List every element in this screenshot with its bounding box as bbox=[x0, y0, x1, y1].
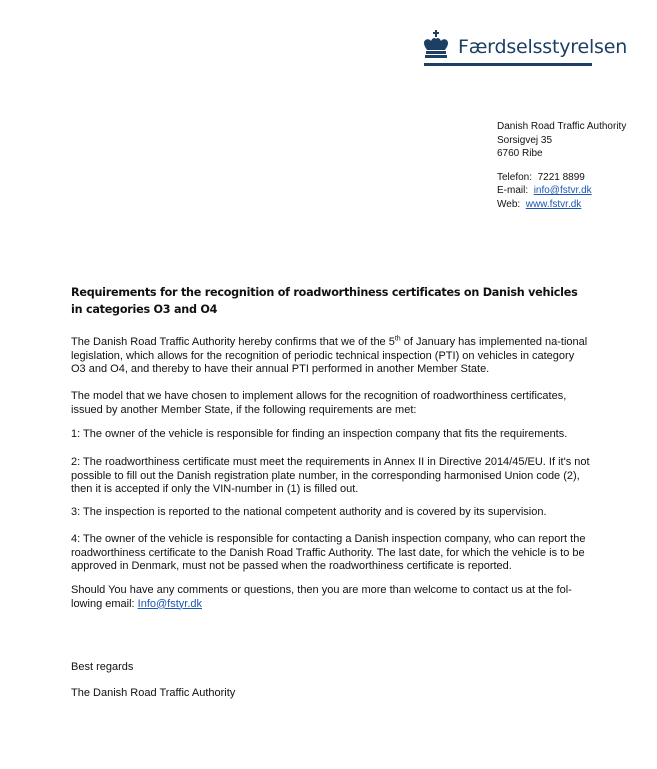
phone-line bbox=[497, 171, 626, 185]
requirement-2: 2: The roadworthiness certificate must meet the requirements in Annex II in Directive 2014/45/EU. If it's not possible to fill out the Danish registration plate number, in the corresponding harmonised Union code (2), then it is accepted if only the VIN-number in (1) is filled out. bbox=[71, 456, 590, 496]
signature: The Danish Road Traffic Authority bbox=[71, 687, 236, 699]
logo-underline bbox=[424, 63, 592, 66]
web-link[interactable]: www.fstvr.dk bbox=[525, 198, 582, 210]
crown-icon bbox=[421, 30, 451, 60]
phone-value: 7221 8899 bbox=[537, 171, 585, 183]
requirement-3: 3: The inspection is reported to the national competent authority and is covered by its supervision. bbox=[71, 506, 547, 518]
logo-wordmark: Færdselsstyrelsen bbox=[458, 36, 628, 58]
sender-street: Sorsigvej 35 bbox=[497, 134, 553, 146]
closing-salutation: Best regards bbox=[71, 661, 134, 673]
model-paragraph: The model that we have chosen to implement allows for the recognition of roadworthiness certificates, issued by another Member State, if the following requirements are met: bbox=[71, 390, 567, 416]
email-line bbox=[497, 184, 626, 198]
sender-organization: Danish Road Traffic Authority bbox=[497, 121, 627, 132]
web-label: Web: bbox=[497, 198, 521, 210]
contact-email-link[interactable]: Info@fstyr.dk bbox=[137, 597, 202, 610]
contact-text: Should You have any comments or questions, then you are more than welcome to contact us at the fol-lowing email: bbox=[71, 584, 572, 610]
logo bbox=[421, 30, 627, 60]
requirement-1: 1: The owner of the vehicle is responsible for finding an inspection company that fits the requirements. bbox=[71, 428, 568, 440]
ordinal-suffix: th bbox=[394, 335, 401, 343]
intro-text-end: of January has implemented na-tional legislation, which allows for the recognition of periodic technical inspection (PTI) on vehicles in category O3 and O4, and thereby to have their annual PTI performed in another Member State. bbox=[71, 336, 588, 376]
sender-address-block bbox=[497, 120, 626, 211]
web-line bbox=[497, 198, 626, 212]
requirement-4: 4: The owner of the vehicle is responsible for contacting a Danish inspection company, who can report the roadworthiness certificate to the Danish Road Traffic Authority. The last date, for which the vehicle is to be approved in Denmark, must not be passed when the roadworthiness certificate is reported. bbox=[71, 533, 586, 573]
intro-text-start: The Danish Road Traffic Authority hereby confirms that we of the 5 bbox=[71, 336, 395, 348]
phone-label: Telefon: bbox=[497, 171, 533, 183]
sender-city: 6760 Ribe bbox=[497, 148, 543, 159]
intro-paragraph bbox=[71, 336, 591, 377]
document-title: Requirements for the recognition of roadworthiness certificates on Danish vehicles in categories O3 and O4 bbox=[71, 286, 578, 316]
email-link[interactable]: info@fstvr.dk bbox=[533, 185, 592, 196]
contact-paragraph bbox=[71, 584, 591, 611]
email-label: E-mail: bbox=[497, 185, 529, 196]
